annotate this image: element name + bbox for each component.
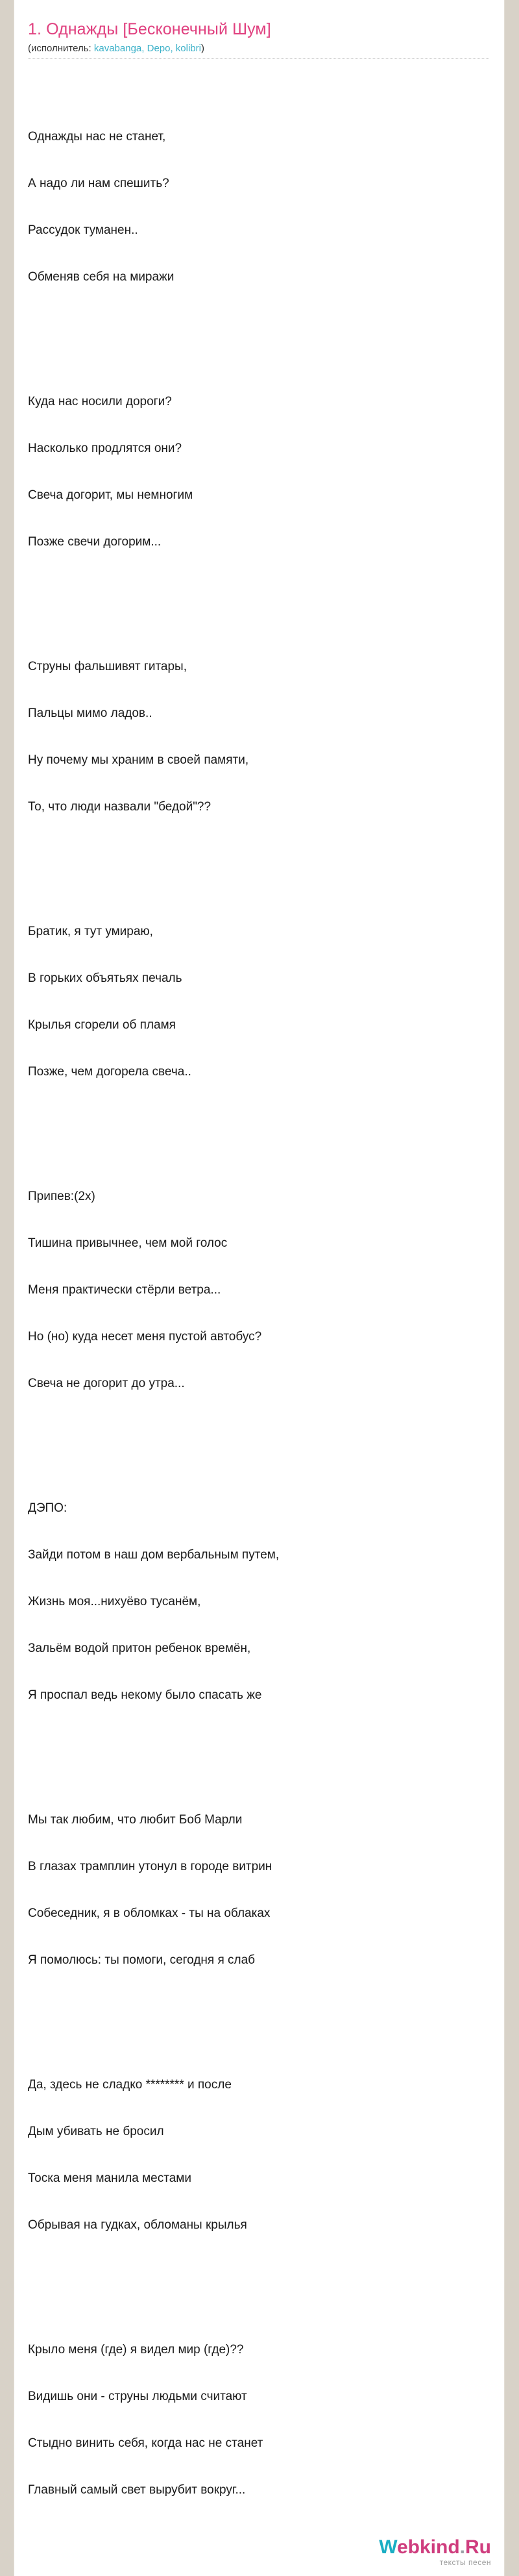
- lyrics-line: Позже, чем догорела свеча..: [28, 1065, 191, 1079]
- lyrics-stanza: [28, 1158, 504, 1423]
- site-footer: [379, 2538, 491, 2567]
- lyrics-line: ДЭПО:: [28, 1501, 67, 1515]
- logo-dot: .: [459, 2536, 465, 2558]
- lyrics-line: Братик, я тут умираю,: [28, 925, 153, 938]
- artist-suffix: ): [200, 43, 204, 54]
- lyrics-line: Свеча догорит, мы немногим: [28, 488, 193, 502]
- lyrics-line: Насколько продлятся они?: [28, 442, 182, 455]
- lyrics-line: Жизнь моя...нихуёво тусанём,: [28, 1595, 201, 1608]
- logo-w: W: [379, 2536, 397, 2558]
- artist-line: [28, 43, 489, 59]
- lyrics-line: В горьких объятьях печаль: [28, 971, 182, 985]
- lyrics-stanza: [28, 363, 504, 581]
- logo-ru: Ru: [465, 2536, 491, 2558]
- lyrics-line: В глазах трамплин утонул в городе витрин: [28, 1860, 272, 1873]
- lyrics-line: Тоска меня манила местами: [28, 2171, 191, 2185]
- lyrics-line: Я помолюсь: ты помоги, сегодня я слаб: [28, 1953, 256, 1967]
- lyrics-line: Свеча не догорит до утра...: [28, 1377, 185, 1390]
- lyrics-line: То, что люди назвали "бедой"??: [28, 800, 211, 814]
- lyrics-line: Стыдно винить себя, когда нас не станет: [28, 2436, 263, 2450]
- lyrics-line: Струны фальшивят гитары,: [28, 660, 187, 673]
- lyrics-page: [14, 0, 505, 2576]
- lyrics-stanza: [28, 98, 504, 316]
- lyrics-line: Собеседник, я в обломках - ты на облаках: [28, 1907, 271, 1920]
- lyrics-line: Пальцы мимо ладов..: [28, 707, 152, 720]
- lyrics-stanza: [28, 893, 504, 1111]
- lyrics-line: Зальём водой притон ребенок времён,: [28, 1642, 251, 1655]
- lyrics-line: Дым убивать не бросил: [28, 2125, 164, 2138]
- lyrics-line: Главный самый свет вырубит вокруг...: [28, 2483, 246, 2497]
- webkind-logo[interactable]: [379, 2538, 491, 2557]
- lyrics-line: Но (но) куда несет меня пустой автобус?: [28, 1330, 262, 1344]
- lyrics-line: Однажды нас не станет,: [28, 130, 166, 144]
- logo-tagline: тексты песен: [439, 2558, 491, 2567]
- lyrics-stanza: [28, 2311, 504, 2529]
- lyrics-line: Куда нас носили дороги?: [28, 395, 172, 408]
- lyrics-line: Зайди потом в наш дом вербальным путем,: [28, 1548, 280, 1562]
- lyrics-line: Крылья сгорели об пламя: [28, 1018, 176, 1032]
- lyrics-stanza: [28, 2046, 504, 2264]
- page-title: 1. Однажды [Бесконечный Шум]: [28, 20, 271, 38]
- lyrics-line: Видишь они - струны людьми считают: [28, 2390, 247, 2403]
- lyrics-stanza: [28, 1469, 504, 1734]
- lyrics-line: Обменяв себя на миражи: [28, 270, 175, 284]
- lyrics-stanza: [28, 628, 504, 846]
- logo-ebkind: ebkind: [396, 2536, 460, 2558]
- lyrics-line: Ну почему мы храним в своей памяти,: [28, 753, 249, 767]
- lyrics-line: Крыло меня (где) я видел мир (где)??: [28, 2343, 244, 2357]
- page-content: [14, 0, 504, 2576]
- lyrics-line: Мы так любим, что любит Боб Марли: [28, 1813, 243, 1827]
- artist-prefix: (исполнитель:: [28, 43, 94, 54]
- lyrics-body: [28, 67, 504, 2576]
- lyrics-line: Рассудок туманен..: [28, 223, 138, 237]
- lyrics-line: Тишина привычнее, чем мой голос: [28, 1236, 228, 1250]
- lyrics-line: Я проспал ведь некому было спасать же: [28, 1688, 262, 1702]
- lyrics-line: Обрывая на гудках, обломаны крылья: [28, 2218, 247, 2232]
- lyrics-line: Да, здесь не сладко ******** и после: [28, 2078, 232, 2092]
- lyrics-line: А надо ли нам спешить?: [28, 177, 169, 190]
- lyrics-line: Припев:(2х): [28, 1190, 95, 1203]
- lyrics-stanza: [28, 1781, 504, 1999]
- lyrics-line: Позже свечи догорим...: [28, 535, 162, 549]
- lyrics-line: Меня практически стёрли ветра...: [28, 1283, 221, 1297]
- artist-link[interactable]: kavabanga, Depo, kolibri: [93, 43, 201, 54]
